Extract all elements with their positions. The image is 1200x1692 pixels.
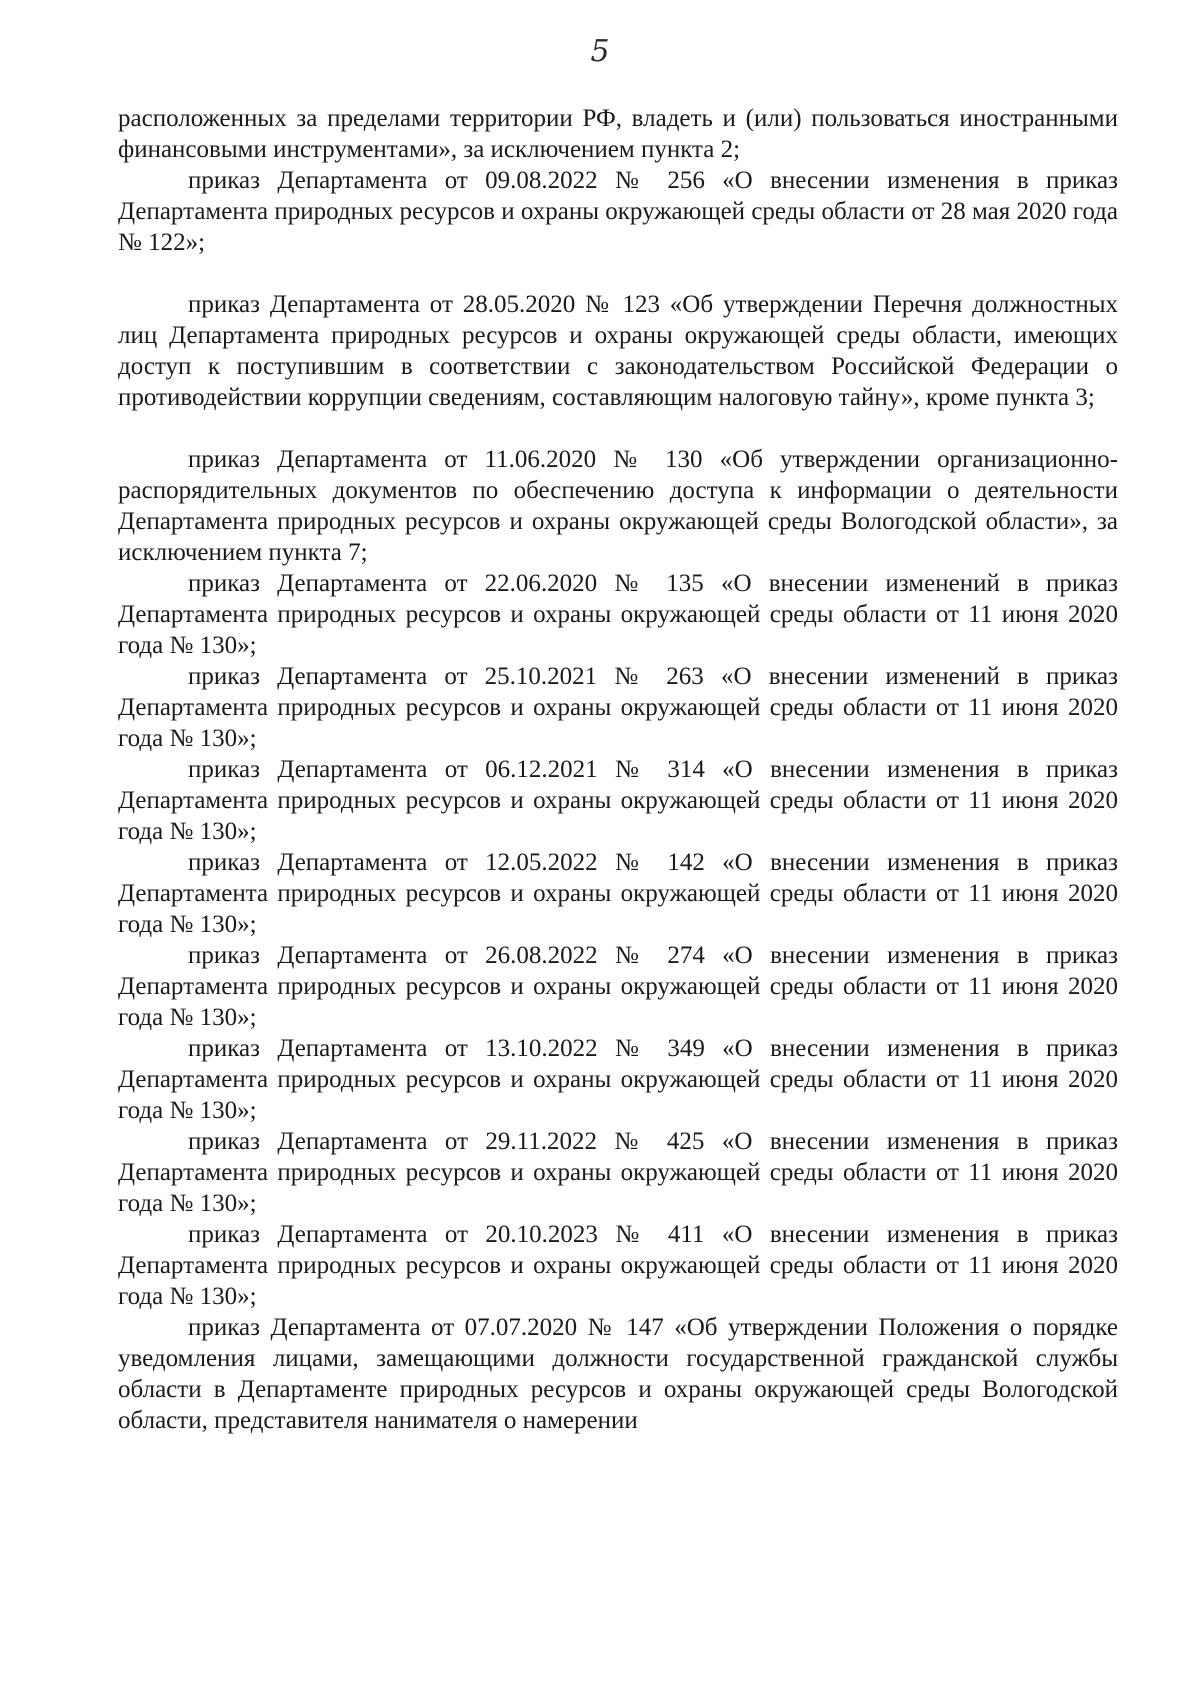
- paragraph-order-147: приказ Департамента от 07.07.2020 № 147 «Об утверждении Положения о порядке уведомления лицами, замещающими должности государственной гражданской службы области в Департаменте природных ресурсов и охраны окружающей среды Вологодской области, представителя нанимателя о намерении: [118, 1314, 1118, 1434]
- paragraph-order-349: приказ Департамента от 13.10.2022 № 349 «О внесении изменения в приказ Департамента природных ресурсов и охраны окружающей среды области от 11 июня 2020 года № 130»;: [118, 1035, 1118, 1124]
- document-body: [118, 103, 1118, 1436]
- paragraph-order-142: приказ Департамента от 12.05.2022 № 142 «О внесении изменения в приказ Департамента природных ресурсов и охраны окружающей среды области от 11 июня 2020 года № 130»;: [118, 849, 1118, 938]
- page-number: 5: [590, 34, 610, 69]
- paragraph-order-314: приказ Департамента от 06.12.2021 № 314 «О внесении изменения в приказ Департамента природных ресурсов и охраны окружающей среды области от 11 июня 2020 года № 130»;: [118, 756, 1118, 845]
- paragraph-order-135: приказ Департамента от 22.06.2020 № 135 «О внесении изменений в приказ Департамента природных ресурсов и охраны окружающей среды области от 11 июня 2020 года № 130»;: [118, 570, 1118, 659]
- paragraph-order-130: приказ Департамента от 11.06.2020 № 130 «Об утверждении организационно-распорядительных документов по обеспечению доступа к информации о деятельности Департамента природных ресурсов и охраны окружающей среды Вологодской области», за исключением пункта 7;: [118, 446, 1118, 566]
- paragraph-order-425: приказ Департамента от 29.11.2022 № 425 «О внесении изменения в приказ Департамента природных ресурсов и охраны окружающей среды области от 11 июня 2020 года № 130»;: [118, 1128, 1118, 1217]
- paragraph-order-123: приказ Департамента от 28.05.2020 № 123 «Об утверждении Перечня должностных лиц Департамента природных ресурсов и охраны окружающей среды области, имеющих доступ к поступившим в соответствии с законодательством Российской Федерации о противодействии коррупции сведениям, составляющим налоговую тайну», кроме пункта 3;: [118, 291, 1118, 411]
- paragraph-order-274: приказ Департамента от 26.08.2022 № 274 «О внесении изменения в приказ Департамента природных ресурсов и охраны окружающей среды области от 11 июня 2020 года № 130»;: [118, 942, 1118, 1031]
- paragraph-order-256: приказ Департамента от 09.08.2022 № 256 «О внесении изменения в приказ Департамента природных ресурсов и охраны окружающей среды области от 28 мая 2020 года № 122»;: [118, 167, 1118, 256]
- paragraph-order-411: приказ Департамента от 20.10.2023 № 411 «О внесении изменения в приказ Департамента природных ресурсов и охраны окружающей среды области от 11 июня 2020 года № 130»;: [118, 1221, 1118, 1310]
- paragraph-order-263: приказ Департамента от 25.10.2021 № 263 «О внесении изменений в приказ Департамента природных ресурсов и охраны окружающей среды области от 11 июня 2020 года № 130»;: [118, 663, 1118, 752]
- paragraph-continuation: расположенных за пределами территории РФ, владеть и (или) пользоваться иностранными финансовыми инструментами», за исключением пункта 2;: [118, 105, 1118, 163]
